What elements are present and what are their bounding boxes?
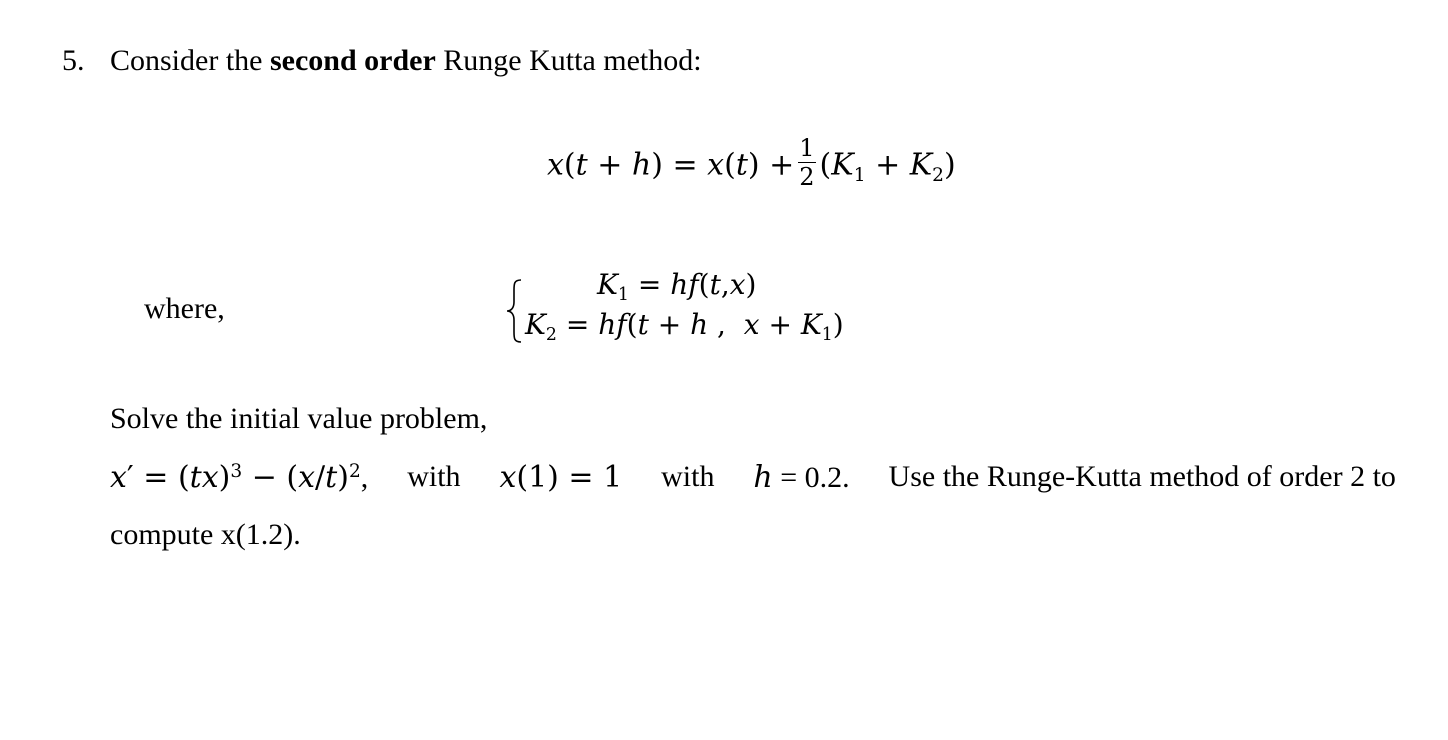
ode-equation: $x' = (tx)^3 - (x/t)^2$, bbox=[110, 460, 369, 495]
intro-text-after: Runge Kutta method: bbox=[443, 44, 702, 77]
k1-definition: $K_1 = hf(t,x)$ bbox=[597, 268, 757, 306]
intro-text-before: Consider the bbox=[110, 44, 263, 77]
rk-instruction: Use the Runge-Kutta method of order 2 to bbox=[888, 460, 1396, 493]
where-label: where, bbox=[144, 292, 225, 325]
solve-line: Solve the initial value problem, bbox=[110, 402, 488, 435]
initial-condition: x(1) = 1 bbox=[499, 460, 623, 495]
k2-definition: $K_2 = hf(t + h$ , $x + K_1$) bbox=[525, 308, 844, 346]
intro-text-bold: second order bbox=[269, 44, 436, 77]
with-word-2: with bbox=[661, 460, 715, 493]
problem-heading bbox=[62, 44, 702, 78]
compute-line: compute x(1.2). bbox=[110, 518, 301, 551]
ivp-statement bbox=[110, 460, 1396, 495]
one-half-fraction: $\frac{1}{2}$ bbox=[799, 134, 815, 191]
step-size: h = 0.2. bbox=[753, 460, 850, 495]
left-brace-icon bbox=[505, 278, 527, 344]
problem-number: 5. bbox=[62, 44, 85, 77]
with-word-1: with bbox=[407, 460, 461, 493]
rk2-update-formula: x(t + h) = x(t) + $\frac{1}{2}$ $(K_1 + K_2)$ bbox=[547, 134, 956, 191]
